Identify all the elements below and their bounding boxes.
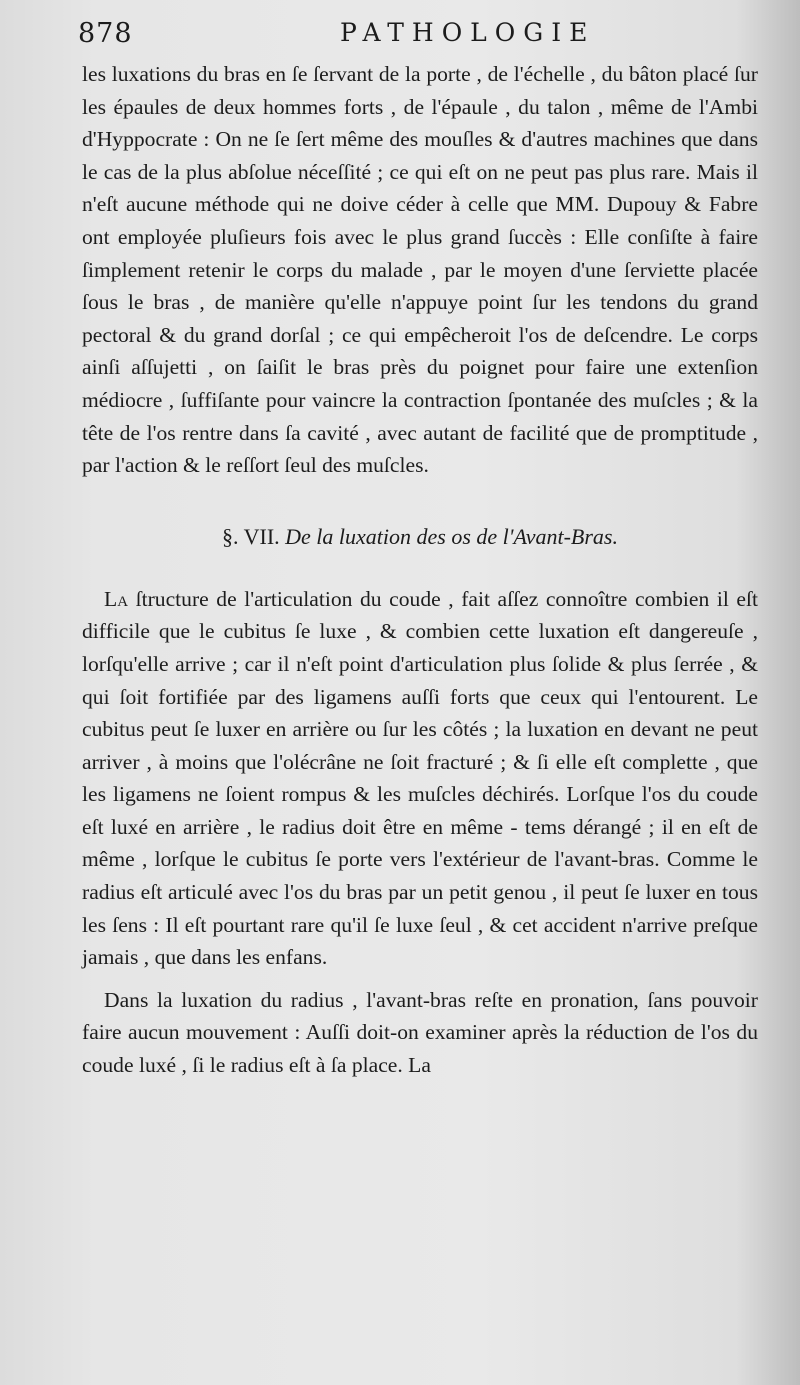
paragraph-1: les luxations du bras en ſe ſervant de la porte , de l'échelle , du bâton placé ſur les épaules de deux hommes forts , de l'épaule , du talon , même de l'Ambi d'Hyppocrate : On ne ſe ſert même des mouſles & d'autres machines que dans le cas de la plus abſolue néceſſité ; ce qui eſt on ne peut pas plus rare. Mais il n'eſt aucune méthode qui ne doive céder à celle que MM. Dupouy & Fabre ont employée pluſieurs fois avec le plus grand ſuccès : Elle conſiſte à faire ſimplement retenir le corps du malade , par le moyen d'une ſerviette placée ſous le bras , de manière qu'elle n'appuye point ſur les tendons du grand pectoral & du grand dorſal ; ce qui empêcheroit l'os de deſcendre. Le corps ainſi aſſujetti , on ſaiſit le bras près du poignet pour faire une extenſion médiocre , ſuffiſante pour vaincre la contraction ſpontanée des muſcles ; & la tête de l'os rentre dans ſa cavité , avec autant de facilité que de promptitude , par l'action & le reſſort ſeul des muſcles.: [82, 62, 758, 478]
page-number: 878: [78, 18, 133, 49]
paragraph-2-lead: La: [104, 586, 129, 611]
paragraph-2-text: ſtructure de l'articulation du coude , fait aſſez connoître combien il eſt difficile que le cubitus ſe luxe , & combien cette luxation eſt dangereuſe , lorſqu'elle arrive ; car il n'eſt point d'articulation plus ſolide & plus ſerrée , & qui ſoit fortifiée par des ligamens auſſi forts que ceux qui l'entourent. Le cubitus peut ſe luxer en arrière ou ſur les côtés ; la luxation en devant ne peut arriver , à moins que l'olécrâne ne ſoit fracturé ; & ſi elle eſt complette , que les ligamens ne ſoient rompus & les muſcles déchirés. Lorſque l'os du coude eſt luxé en arrière , le radius doit être en même - tems dérangé ; il en eſt de même , lorſque le cubitus ſe porte vers l'extérieur de l'avant-bras. Comme le radius eſt articulé avec l'os du bras par un petit genou , il peut ſe luxer en tous les ſens : Il eſt pourtant rare qu'il ſe luxe ſeul , & cet accident n'arrive preſque jamais , que dans les enfans.: [82, 586, 758, 970]
page-body: [82, 58, 758, 1082]
paragraph-2: [82, 583, 758, 974]
running-title: PATHOLOGIE: [340, 18, 596, 47]
section-number: §. VII.: [222, 523, 280, 549]
section-heading: [82, 521, 758, 553]
page-header: [78, 18, 758, 58]
paragraph-3: Dans la luxation du radius , l'avant-bras reſte en pronation, ſans pouvoir faire aucun mouvement : Auſſi doit-on examiner après la réduction de l'os du coude luxé , ſi le radius eſt à ſa place. La: [82, 987, 758, 1078]
section-title: De la luxation des os de l'Avant-Bras.: [285, 523, 618, 549]
